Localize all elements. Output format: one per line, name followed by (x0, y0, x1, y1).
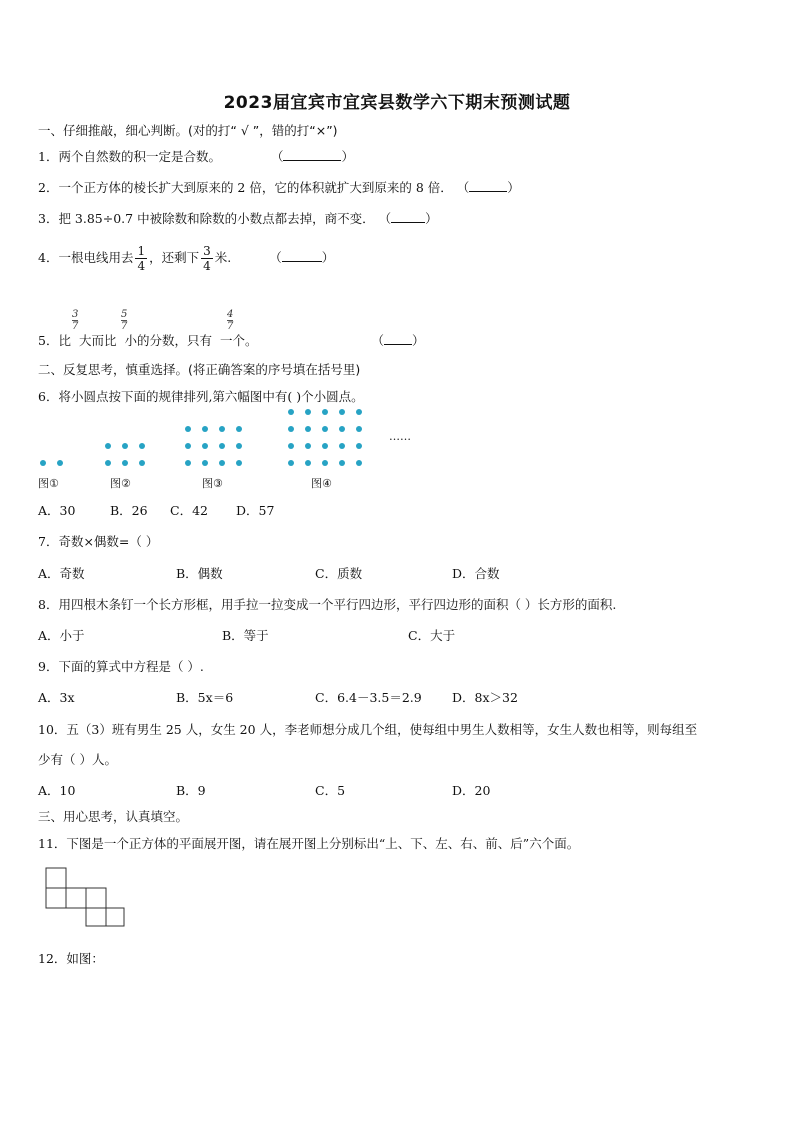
answer-blank-4[interactable] (282, 249, 322, 262)
q7-option-b[interactable]: B．偶数 (176, 566, 223, 581)
dot-fig2 (105, 460, 111, 466)
answer-blank-5[interactable] (384, 332, 412, 345)
dot-fig2 (139, 460, 145, 466)
fraction-3-4: $\frac{3}{4}$ (203, 244, 211, 273)
answer-blank-2[interactable] (469, 179, 507, 192)
q9-option-b[interactable]: B．5x＝6 (176, 690, 234, 705)
question-12-text: 12．如图： (38, 951, 104, 966)
question-10-line-1: 10．五（3）班有男生 25 人，女生 20 人，李老师想分成几个组，使每组中男生人数相等，女生人数也相等，则每组至 (38, 722, 698, 737)
cube-net-figure (40, 862, 130, 932)
figure-label-2: 图② (110, 477, 131, 490)
question-3-text: 3．把 3.85÷0.7 中被除数和除数的小数点都去掉，商不变． (38, 211, 375, 226)
fraction-3-7: 3 7 (72, 309, 79, 332)
question-9-text: 9．下面的算式中方程是（ ）. (38, 659, 204, 674)
q8-option-b[interactable]: B．等于 (222, 628, 269, 643)
q10-option-c[interactable]: C．5 (315, 783, 346, 798)
dot-fig2 (122, 443, 128, 449)
q8-option-a[interactable]: A．小于 (38, 628, 85, 643)
question-6-text: 6．将小圆点按下面的规律排列,第六幅图中有( )个小圆点。 (38, 389, 364, 404)
dot-fig4 (305, 409, 311, 415)
dot-fig3 (185, 460, 191, 466)
dot-fig4 (339, 443, 345, 449)
q6-option-d[interactable]: D．57 (236, 503, 275, 518)
dot-fig4 (339, 426, 345, 432)
question-2: 2．一个正方体的棱长扩大到原来的 2 倍，它的体积就扩大到原来的 8 倍． （ ） (38, 180, 520, 195)
question-11-text: 11．下图是一个正方体的平面展开图，请在展开图上分别标出“上、下、左、右、前、后”六个面。 (38, 836, 580, 851)
q6-option-b[interactable]: B．26 (110, 503, 148, 518)
question-5: 5．比 大而比 小的分数，只有 一个。 （ ） (38, 333, 425, 348)
question-1: 1．两个自然数的积一定是合数。 （ ） (38, 149, 354, 164)
dot-fig2 (122, 460, 128, 466)
dot-fig3 (202, 443, 208, 449)
dot-fig3 (202, 426, 208, 432)
dot-fig3 (219, 426, 225, 432)
dot-fig4 (356, 460, 362, 466)
dot-fig4 (322, 460, 328, 466)
dot-fig4 (305, 443, 311, 449)
dot-fig4 (322, 426, 328, 432)
q9-option-c[interactable]: C．6.4－3.5＝2.9 (315, 690, 422, 705)
q10-option-a[interactable]: A．10 (38, 783, 76, 798)
dot-fig3 (185, 426, 191, 432)
q9-option-d[interactable]: D．8x＞32 (452, 690, 518, 705)
dot-fig3 (185, 443, 191, 449)
answer-blank-1[interactable] (283, 148, 341, 161)
dot-fig2 (105, 443, 111, 449)
figure-label-1: 图① (38, 477, 59, 490)
question-7-text: 7．奇数×偶数=（ ） (38, 534, 159, 549)
q7-option-d[interactable]: D．合数 (452, 566, 500, 581)
dot-fig3 (219, 460, 225, 466)
q10-option-b[interactable]: B．9 (176, 783, 206, 798)
dot-fig3 (236, 426, 242, 432)
dot-fig4 (305, 460, 311, 466)
section-1-heading: 一、仔细推敲，细心判断。(对的打“ √ ”，错的打“×”) (38, 123, 338, 138)
fraction-5-7: 5 7 (121, 309, 128, 332)
section-3-heading: 三、用心思考，认真填空。 (38, 809, 189, 824)
dot-fig4 (288, 443, 294, 449)
dot-fig4 (356, 443, 362, 449)
dot-fig4 (339, 409, 345, 415)
q9-option-a[interactable]: A．3x (38, 690, 75, 705)
q8-option-c[interactable]: C．大于 (408, 628, 456, 643)
q6-option-a[interactable]: A．30 (38, 503, 76, 518)
question-8-text: 8．用四根木条钉一个长方形框，用手拉一拉变成一个平行四边形，平行四边形的面积（ ）长方形的面积. (38, 597, 617, 612)
dot-fig3 (236, 443, 242, 449)
ellipsis: …… (389, 430, 411, 443)
dot-fig3 (219, 443, 225, 449)
question-2-text: 2．一个正方体的棱长扩大到原来的 2 倍，它的体积就扩大到原来的 8 倍． (38, 180, 453, 195)
dot-fig4 (288, 426, 294, 432)
page-title: 2023届宜宾市宜宾县数学六下期末预测试题 (223, 93, 571, 113)
q7-option-c[interactable]: C．质数 (315, 566, 363, 581)
dot-fig4 (356, 426, 362, 432)
dot-fig4 (339, 460, 345, 466)
answer-blank-3[interactable] (391, 210, 425, 223)
dot-fig4 (356, 409, 362, 415)
fraction-4-7: 4 7 (227, 309, 234, 332)
dot-fig4 (322, 409, 328, 415)
dot-fig1 (40, 460, 46, 466)
q7-option-a[interactable]: A．奇数 (38, 566, 85, 581)
dot-fig4 (322, 443, 328, 449)
question-10-line-2: 少有（ ）人。 (38, 752, 117, 767)
dot-fig4 (305, 426, 311, 432)
dot-fig4 (288, 409, 294, 415)
question-1-text: 1．两个自然数的积一定是合数。 (38, 149, 221, 164)
dot-fig3 (202, 460, 208, 466)
dot-fig2 (139, 443, 145, 449)
figure-label-3: 图③ (202, 477, 223, 490)
q6-option-c[interactable]: C．42 (170, 503, 208, 518)
dot-fig1 (57, 460, 63, 466)
figure-label-4: 图④ (311, 477, 332, 490)
section-2-heading: 二、反复思考，慎重选择。(将正确答案的序号填在括号里) (38, 362, 361, 377)
q10-option-d[interactable]: D．20 (452, 783, 491, 798)
dot-fig4 (288, 460, 294, 466)
dot-fig3 (236, 460, 242, 466)
question-3: 3．把 3.85÷0.7 中被除数和除数的小数点都去掉，商不变． （ ） (38, 211, 438, 226)
fraction-1-4: $\frac{1}{4}$ (137, 244, 146, 273)
question-4: 4．一根电线用去 $\frac{1}{4}$ ，还剩下 $\frac{3}{4}$ 米. （ ） (38, 244, 335, 273)
